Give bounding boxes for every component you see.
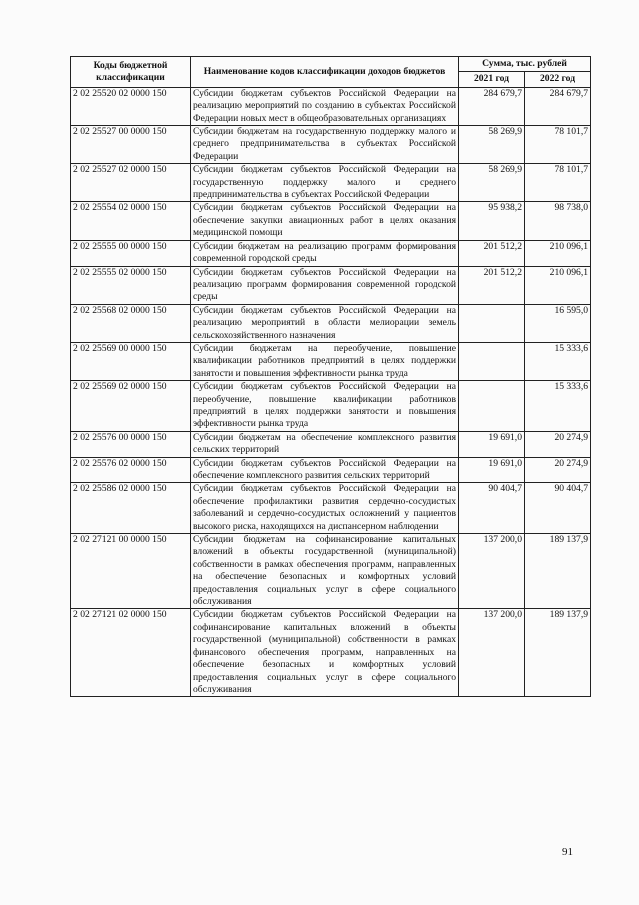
cell-name: Субсидии бюджетам субъектов Российской Федерации на софинансирование капитальных вложений в объекты государственной (муниципальной) собственности в рамках финансового обеспечения программ, направленных на обеспечение безопасных и комфортных условий предоставления социальных услуг в сфере социального обслуживания	[191, 609, 459, 697]
cell-name: Субсидии бюджетам субъектов Российской Федерации на обеспечение комплексного развития сельских территорий	[191, 457, 459, 483]
cell-amount-2022: 210 096,1	[525, 266, 591, 304]
cell-amount-2021: 95 938,2	[459, 202, 525, 240]
table-row	[71, 342, 591, 380]
cell-amount-2021: 201 512,2	[459, 266, 525, 304]
header-year-2022: 2022 год	[525, 72, 591, 87]
header-year-2021: 2021 год	[459, 72, 525, 87]
cell-amount-2022: 15 333,6	[525, 342, 591, 380]
cell-code: 2 02 25555 00 0000 150	[71, 240, 191, 266]
cell-amount-2022: 78 101,7	[525, 126, 591, 164]
table-row	[71, 431, 591, 457]
cell-name: Субсидии бюджетам на обеспечение комплексного развития сельских территорий	[191, 431, 459, 457]
table-row	[71, 457, 591, 483]
table-row	[71, 126, 591, 164]
cell-code: 2 02 27121 00 0000 150	[71, 534, 191, 609]
table-row	[71, 240, 591, 266]
cell-amount-2021: 58 269,9	[459, 164, 525, 202]
cell-name: Субсидии бюджетам на реализацию программ формирования современной городской среды	[191, 240, 459, 266]
cell-amount-2021: 137 200,0	[459, 534, 525, 609]
cell-amount-2021: 58 269,9	[459, 126, 525, 164]
table-body	[71, 87, 591, 697]
cell-name: Субсидии бюджетам на софинансирование капитальных вложений в объекты государственной (муниципальной) собственности в рамках обеспечения программ, направленных на обеспечение безопасных и комфортных условий предоставления социальных услуг в сфере социального обслуживания	[191, 534, 459, 609]
page-number: 91	[562, 846, 573, 858]
budget-revenue-table	[70, 56, 591, 697]
table-row	[71, 304, 591, 342]
cell-amount-2022: 98 738,0	[525, 202, 591, 240]
table-header	[71, 57, 591, 88]
cell-code: 2 02 25555 02 0000 150	[71, 266, 191, 304]
cell-amount-2021	[459, 304, 525, 342]
cell-amount-2022: 20 274,9	[525, 457, 591, 483]
cell-amount-2022: 189 137,9	[525, 609, 591, 697]
cell-code: 2 02 25520 02 0000 150	[71, 87, 191, 125]
cell-code: 2 02 27121 02 0000 150	[71, 609, 191, 697]
cell-code: 2 02 25569 02 0000 150	[71, 381, 191, 432]
cell-amount-2022: 16 595,0	[525, 304, 591, 342]
cell-amount-2021	[459, 381, 525, 432]
header-amount: Сумма, тыс. рублей	[459, 57, 591, 72]
cell-name: Субсидии бюджетам субъектов Российской Федерации на реализацию программ формирования современной городской среды	[191, 266, 459, 304]
cell-amount-2022: 90 404,7	[525, 483, 591, 534]
cell-amount-2021: 201 512,2	[459, 240, 525, 266]
cell-name: Субсидии бюджетам субъектов Российской Федерации на реализацию мероприятий по созданию в субъектах Российской Федерации новых мест в общеобразовательных организациях	[191, 87, 459, 125]
table-row	[71, 87, 591, 125]
cell-amount-2021: 90 404,7	[459, 483, 525, 534]
cell-name: Субсидии бюджетам субъектов Российской Федерации на обеспечение закупки авиационных работ в целях оказания медицинской помощи	[191, 202, 459, 240]
cell-amount-2021: 19 691,0	[459, 457, 525, 483]
cell-name: Субсидии бюджетам на государственную поддержку малого и среднего предпринимательства в субъектах Российской Федерации	[191, 126, 459, 164]
cell-amount-2022: 20 274,9	[525, 431, 591, 457]
cell-amount-2021: 284 679,7	[459, 87, 525, 125]
cell-amount-2021: 137 200,0	[459, 609, 525, 697]
table-row	[71, 381, 591, 432]
table-row	[71, 266, 591, 304]
cell-code: 2 02 25527 02 0000 150	[71, 164, 191, 202]
cell-amount-2021	[459, 342, 525, 380]
table-row	[71, 164, 591, 202]
cell-amount-2022: 284 679,7	[525, 87, 591, 125]
cell-code: 2 02 25576 02 0000 150	[71, 457, 191, 483]
cell-code: 2 02 25554 02 0000 150	[71, 202, 191, 240]
cell-amount-2022: 78 101,7	[525, 164, 591, 202]
table-row	[71, 483, 591, 534]
cell-code: 2 02 25527 00 0000 150	[71, 126, 191, 164]
cell-name: Субсидии бюджетам субъектов Российской Федерации на реализацию мероприятий в области мелиорации земель сельскохозяйственного назначения	[191, 304, 459, 342]
table-row	[71, 534, 591, 609]
cell-code: 2 02 25568 02 0000 150	[71, 304, 191, 342]
cell-name: Субсидии бюджетам субъектов Российской Федерации на обеспечение профилактики развития сердечно-сосудистых заболеваний и сердечно-сосудистых осложнений у пациентов высокого риска, находящихся на диспансерном наблюдении	[191, 483, 459, 534]
cell-amount-2022: 15 333,6	[525, 381, 591, 432]
cell-name: Субсидии бюджетам субъектов Российской Федерации на государственную поддержку малого и среднего предпринимательства в субъектах Российской Федерации	[191, 164, 459, 202]
header-codes: Коды бюджетной классификации	[71, 57, 191, 88]
cell-name: Субсидии бюджетам на переобучение, повышение квалификации работников предприятий в целях поддержки занятости и повышения эффективности рынка труда	[191, 342, 459, 380]
cell-amount-2021: 19 691,0	[459, 431, 525, 457]
cell-amount-2022: 210 096,1	[525, 240, 591, 266]
table-row	[71, 609, 591, 697]
header-name: Наименование кодов классификации доходов бюджетов	[191, 57, 459, 88]
cell-code: 2 02 25569 00 0000 150	[71, 342, 191, 380]
cell-amount-2022: 189 137,9	[525, 534, 591, 609]
cell-name: Субсидии бюджетам субъектов Российской Федерации на переобучение, повышение квалификации работников предприятий в целях поддержки занятости и повышения эффективности рынка труда	[191, 381, 459, 432]
table-row	[71, 202, 591, 240]
cell-code: 2 02 25576 00 0000 150	[71, 431, 191, 457]
cell-code: 2 02 25586 02 0000 150	[71, 483, 191, 534]
